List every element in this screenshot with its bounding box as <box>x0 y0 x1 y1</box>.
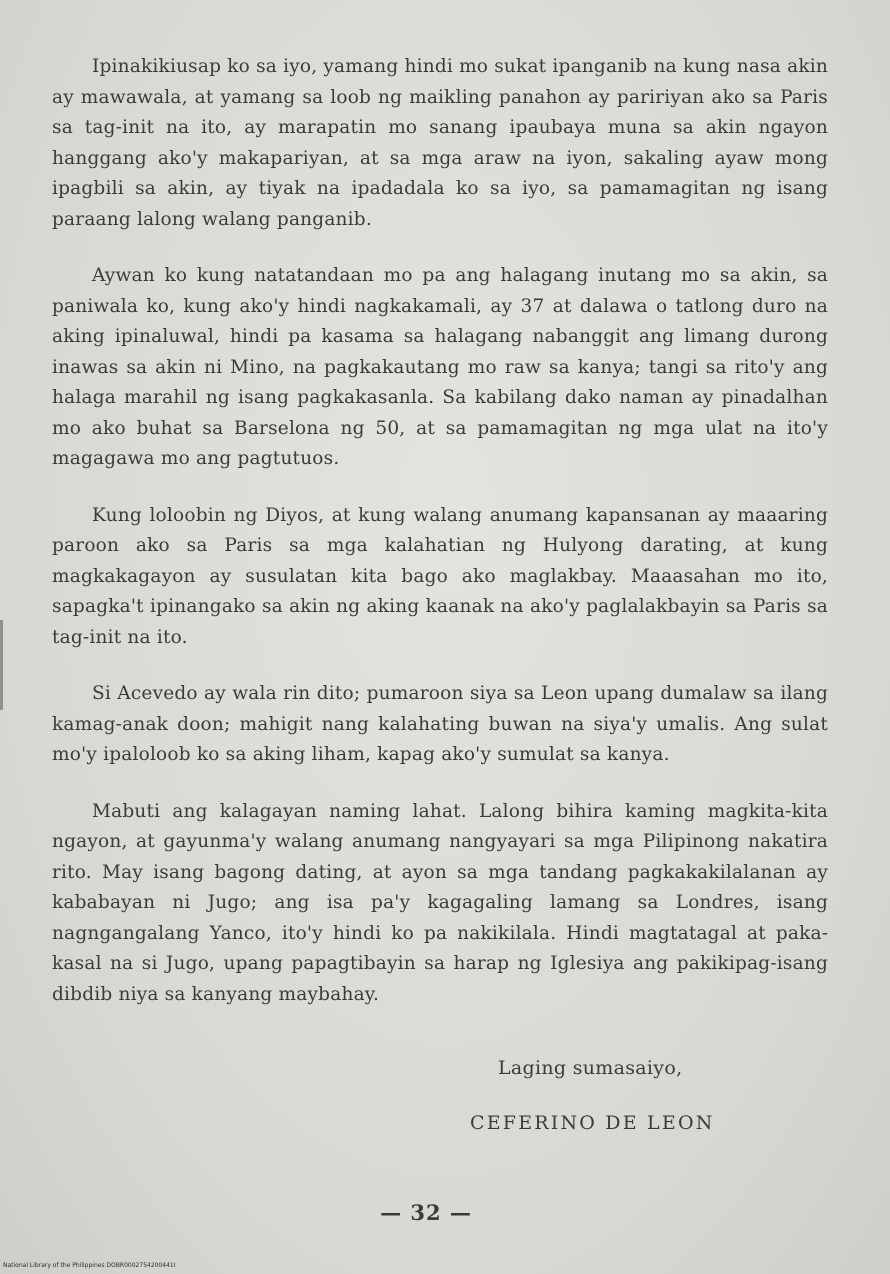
letter-body <box>52 52 828 1036</box>
letter-closing: Laging sumasaiyo, <box>498 1057 683 1079</box>
letter-signature: CEFERINO DE LEON <box>470 1112 715 1134</box>
paragraph-1: Ipinakikiusap ko sa iyo, yamang hindi mo sukat ipanganib na kung nasa akin ay mawawala, at yamang sa loob ng maikling panahon ay paririyan ako sa Paris sa tag-init na ito, ay marapatin mo sanang ipaubaya muna sa akin ngayon hanggang ako'y makapariyan, at sa mga araw na iyon, sakaling ayaw mong ipagbili sa akin, ay tiyak na ipadadala ko sa iyo, sa pamamagitan ng isang paraang lalong walang panganib. <box>52 56 828 230</box>
paragraph-3: Kung loloobin ng Diyos, at kung walang anumang kapansanan ay maaaring paroon ako sa Paris sa mga kalahatian ng Hulyong darating, at kung magkakagayon ay susulatan kita bago ako maglakbay. Maaasahan mo ito, sapagka't ipinangako sa akin ng aking kaanak na ako'y paglalakbayin sa Paris sa tag-init na ito. <box>52 504 828 648</box>
page-number: — 32 — <box>380 1200 472 1225</box>
paragraph-5: Mabuti ang kalagayan naming lahat. Lalong bihira kaming magkita-kita ngayon, at gayunma'y walang anumang nangyayari sa mga Pilipinong nakatira rito. May isang bagong dating, at ayon sa mga tandang pagkakakilalanan ay kababayan ni Jugo; ang isa pa'y kagagaling lamang sa Londres, isang nagngangalang Yanco, ito'y hindi ko pa nakikilala. Hindi magtatagal at pakakasal na si Jugo, upang papagtibayin sa harap ng Iglesiya ang pakikipag-isang dibdib niya sa kanyang maybahay. <box>52 800 828 1005</box>
paragraph-2: Aywan ko kung natatandaan mo pa ang halagang inutang mo sa akin, sa paniwala ko, kung ako'y hindi nagkakamali, ay 37 at dalawa o tatlong duro na aking ipinaluwal, hindi pa kasama sa halagang nabanggit ang limang durong inawas sa akin ni Mino, na pagkakautang mo raw sa kanya; tangi sa rito'y ang halaga marahil ng isang pagkakasanla. Sa kabilang dako naman ay pinadalhan mo ako buhat sa Barselona ng 50, at sa pamamagitan ng mga ulat na ito'y magagawa mo ang pagtutuos. <box>52 265 828 469</box>
binding-mark <box>0 620 3 710</box>
paragraph-4: Si Acevedo ay wala rin dito; pumaroon siya sa Leon upang dumalaw sa ilang kamag-anak doon; mahigit nang kalahating buwan na siya'y umalis. Ang sulat mo'y ipaloloob ko sa aking liham, kapag ako'y sumulat sa kanya. <box>52 683 828 765</box>
footer-credit: National Library of the Philippines DOBR0002754200441I <box>3 1262 176 1269</box>
